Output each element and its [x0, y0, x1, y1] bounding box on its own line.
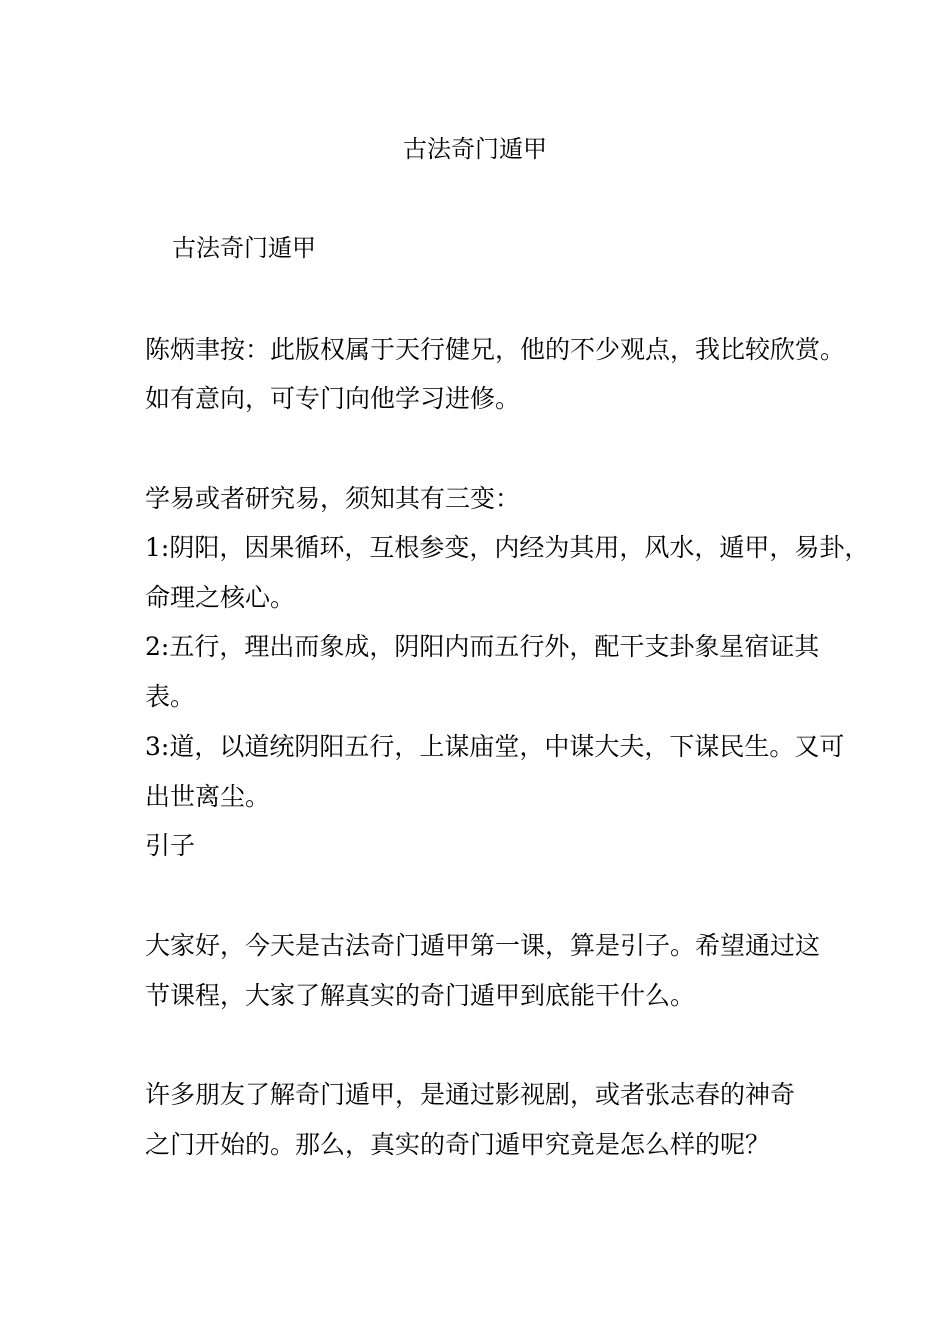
paragraph-line-10: 大家好，今天是古法奇门遁甲第一课，算是引子。希望通过这: [145, 931, 821, 960]
section-heading-intro: 引子: [145, 831, 196, 860]
paragraph-line-11: 节课程，大家了解真实的奇门遁甲到底能干什么。: [145, 981, 696, 1010]
document-title: 古法奇门遁甲: [403, 135, 547, 163]
paragraph-line-5: 命理之核心。: [145, 583, 296, 612]
paragraph-line-3: 学易或者研究易，须知其有三变：: [145, 484, 521, 513]
paragraph-line-13: 之门开始的。那么，真实的奇门遁甲究竟是怎么样的呢？: [145, 1130, 771, 1159]
paragraph-line-6: 2:五行，理出而象成，阴阳内而五行外，配干支卦象星宿证其: [145, 632, 820, 661]
paragraph-line-1: 陈炳聿按：此版权属于天行健兄，他的不少观点，我比较欣赏。: [145, 335, 846, 364]
paragraph-line-8: 3:道，以道统阴阳五行，上谋庙堂，中谋大夫，下谋民生。又可: [145, 732, 845, 761]
paragraph-line-12: 许多朋友了解奇门遁甲，是通过影视剧，或者张志春的神奇: [145, 1080, 796, 1109]
paragraph-line-9: 出世离尘。: [145, 782, 271, 811]
document-subtitle: 古法奇门遁甲: [172, 234, 316, 262]
paragraph-line-7: 表。: [145, 682, 196, 711]
paragraph-line-2: 如有意向，可专门向他学习进修。: [145, 384, 521, 413]
paragraph-line-4: 1:阴阳，因果循环，互根参变，内经为其用，风水，遁甲，易卦，: [145, 533, 870, 562]
